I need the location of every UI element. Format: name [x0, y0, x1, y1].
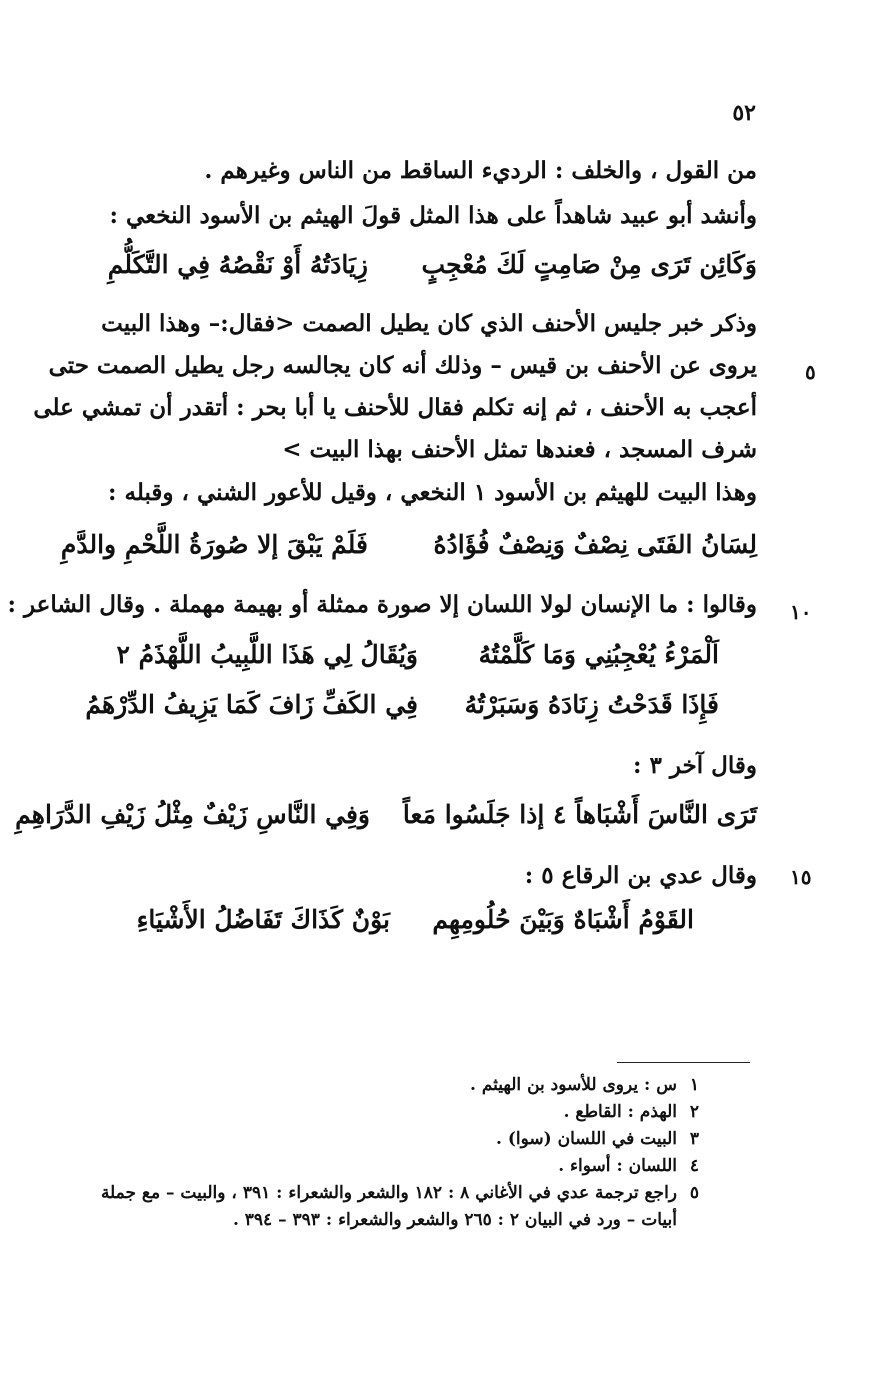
para-2-line-4: شرف المسجد ، فعندها تمثل الأحنف بهذا البيت > [282, 436, 757, 463]
verse-2-hemistich-1: لِسَانُ الفَتَى نِصْفٌ وَنِصْفٌ فُؤَادُهُ [433, 530, 757, 559]
verse-4-hemistich-2: فِي الكَفِّ زَافَ كَمَا يَزِيفُ الدِّرْهَمُ [85, 690, 418, 719]
para-2-line-2: يروى عن الأحنف بن قيس – وذلك أنه كان يجالسه رجل يطيل الصمت حتى [48, 352, 757, 379]
line-number-10: ١٠ [790, 600, 812, 624]
verse-6-hemistich-1: القَوْمُ أَشْبَاهٌ وَبَيْنَ حُلُومِهِم [432, 905, 694, 934]
para-4: وقالوا : ما الإنسان لولا اللسان إلا صورة ممثلة أو بهيمة مهملة . وقال الشاعر : [7, 591, 757, 618]
text-line-1: من القول ، والخلف : الرديء الساقط من الناس وغيرهم . [204, 157, 757, 184]
footnote-5: ٥راجع ترجمة عدي في الأغاني ٨ : ١٨٢ والشعر والشعراء : ٣٩١ ، والبيت – مع جملة [100, 1183, 699, 1203]
line-number-5: ٥ [805, 360, 816, 384]
footnote-4: ٤اللسان : أسواء . [558, 1156, 699, 1176]
para-5: وقال آخر ٣ : [633, 752, 757, 779]
page-number: ٥٢ [732, 100, 756, 126]
verse-5-hemistich-2: وَفِي النَّاسِ زَيْفٌ مِثْلُ زَيْفِ الدَّرَاهِمِ [15, 800, 370, 829]
footnote-3: ٣البيت في اللسان (سوا) . [496, 1129, 699, 1149]
verse-4-hemistich-1: فَإِذَا قَدَحْتُ زِنَادَهُ وَسَبَرْتُهُ [464, 690, 719, 719]
verse-2-hemistich-2: فَلَمْ يَبْقَ إلا صُورَةُ اللَّحْمِ والدَّمِ [60, 530, 368, 559]
para-2-line-1: وذكر خبر جليس الأحنف الذي كان يطيل الصمت <فقال:– وهذا البيت [101, 310, 757, 337]
verse-1-hemistich-1: وَكَائِن تَرَى مِنْ صَامِتٍ لَكَ مُعْجِبٍ [421, 250, 757, 279]
verse-5-hemistich-1: تَرَى النَّاسَ أَشْبَاهاً ٤ إذا جَلَسُوا مَعاً [402, 800, 757, 829]
text-line-2: وأنشد أبو عبيد شاهداً على هذا المثل قولَ الهيثم بن الأسود النخعي : [109, 202, 757, 229]
verse-3-hemistich-2: وَيُقَالُ لِي هَذَا اللَّبِيبُ اللَّهْذَمُ ٢ [116, 640, 418, 669]
verse-6-hemistich-2: بَوْنٌ كَذَاكَ تَفَاضُلُ الأَشْيَاءِ [136, 905, 390, 934]
footnote-5-continued: أبيات – ورد في البيان ٢ : ٢٦٥ والشعر والشعراء : ٣٩٣ – ٣٩٤ . [232, 1210, 677, 1230]
footnote-2: ٢الهذم : القاطع . [563, 1102, 699, 1122]
para-2-line-3: أعجب به الأحنف ، ثم إنه تكلم فقال للأحنف يا أبا بحر : أتقدر أن تمشي على [33, 394, 757, 421]
para-3: وهذا البيت للهيثم بن الأسود ١ النخعي ، وقيل للأعور الشني ، وقبله : [108, 479, 757, 506]
para-6: وقال عدي بن الرقاع ٥ : [524, 862, 757, 889]
verse-1-hemistich-2: زِيَادَتُهُ أَوْ نَقْصُهُ فِي التَّكَلُّمِ [107, 250, 368, 279]
footnote-separator [617, 1062, 750, 1063]
line-number-15: ١٥ [790, 865, 812, 889]
verse-3-hemistich-1: اَلْمَرْءُ يُعْجِبُنِي وَمَا كَلَّمْتُهُ [478, 640, 719, 669]
footnote-1: ١س : يروى للأسود بن الهيثم . [470, 1075, 699, 1095]
